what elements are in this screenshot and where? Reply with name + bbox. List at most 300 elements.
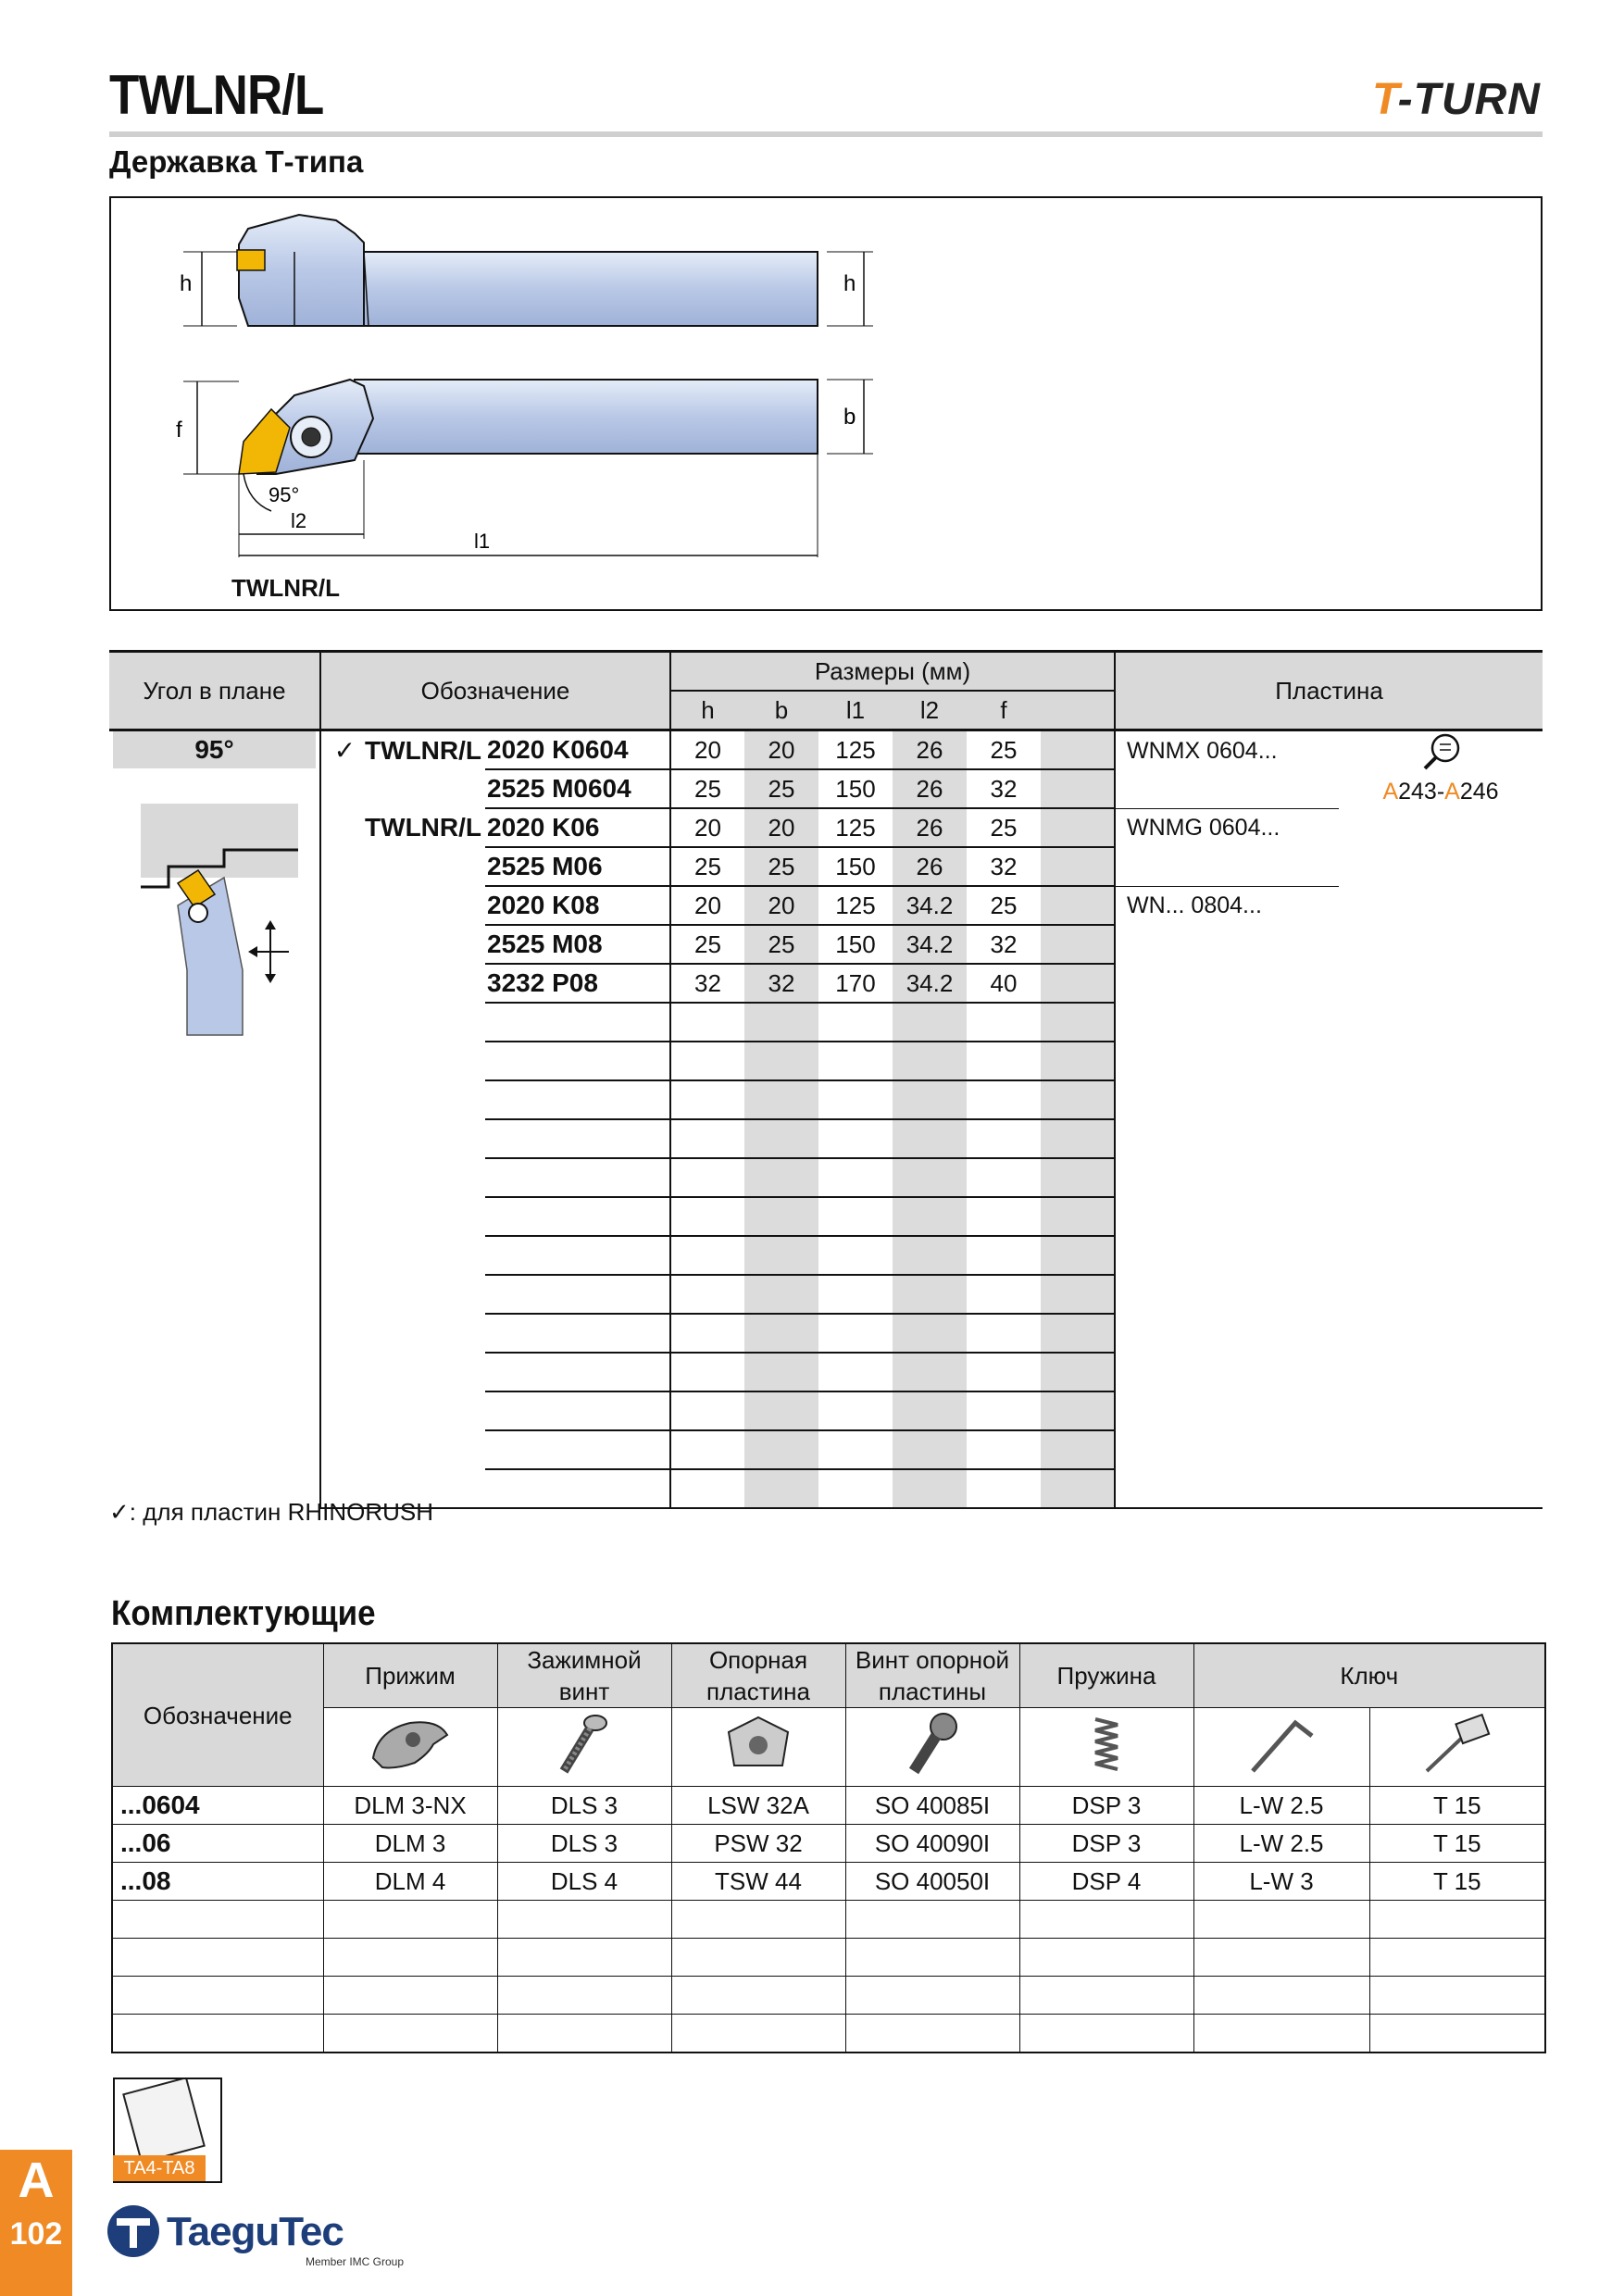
dim-blank <box>1041 1042 1115 1080</box>
acc-header-shim-text: Опорная пластина <box>706 1646 810 1705</box>
angle-value: 95° <box>113 731 316 768</box>
code-cell: 2525 M08 <box>485 925 670 964</box>
dim-l1: 150 <box>818 847 893 886</box>
rhinorush-check-icon: ✓ <box>333 735 356 765</box>
dim-l2 <box>893 1469 967 1508</box>
dim-blank <box>1041 1080 1115 1119</box>
table-row <box>112 1787 1545 1825</box>
insert-cell <box>1115 1119 1339 1158</box>
table-row <box>109 1391 1543 1430</box>
dim-f <box>967 1236 1041 1275</box>
dim-l2 <box>893 1042 967 1080</box>
accessories-table <box>111 1642 1546 2053</box>
code-prefix-text: TWLNR/L <box>365 813 481 842</box>
table-row <box>109 808 1543 847</box>
table-row <box>109 1430 1543 1469</box>
insert-cell <box>1115 1391 1339 1430</box>
insert-ref-cell <box>1339 1275 1543 1314</box>
page-ref-prefix-2: A <box>1444 779 1460 805</box>
acc-header-shim <box>671 1643 845 1708</box>
code-cell <box>485 1042 670 1080</box>
table-row <box>109 1236 1543 1275</box>
insert-ref-cell <box>1339 1080 1543 1119</box>
code-cell: 2020 K06 <box>485 808 670 847</box>
code-prefix <box>320 1158 485 1197</box>
insert-cell: WNMX 0604... <box>1115 730 1339 770</box>
dim-l2 <box>893 1314 967 1353</box>
dim-b: 20 <box>744 730 818 770</box>
acc-clamp <box>323 2015 497 2053</box>
brand-rest: -TURN <box>1397 75 1541 124</box>
dim-b <box>744 1275 818 1314</box>
dim-f <box>967 1353 1041 1391</box>
dim-b: 20 <box>744 808 818 847</box>
table-row <box>109 1197 1543 1236</box>
code-cell <box>485 1197 670 1236</box>
code-prefix <box>320 769 485 808</box>
dim-h: 20 <box>670 886 744 925</box>
code-prefix <box>320 1275 485 1314</box>
table-row <box>109 1042 1543 1080</box>
code-prefix <box>320 1314 485 1353</box>
dim-l2 <box>893 1197 967 1236</box>
dim-l2 <box>893 1236 967 1275</box>
dim-blank <box>1041 1158 1115 1197</box>
acc-key2 <box>1369 1977 1545 2015</box>
section-letter: A <box>18 2152 55 2208</box>
dim-f <box>967 1197 1041 1236</box>
dim-blank <box>1041 1430 1115 1469</box>
header-col-b: b <box>744 691 818 730</box>
spring-icon <box>1019 1708 1193 1787</box>
code-cell: 3232 P08 <box>485 964 670 1003</box>
dim-l1 <box>818 1197 893 1236</box>
holder-drawing <box>109 196 1543 611</box>
label-f: f <box>176 418 182 443</box>
acc-clamp <box>323 1977 497 2015</box>
acc-designation <box>112 1977 323 2015</box>
dim-blank <box>1041 1197 1115 1236</box>
acc-screw: DLS 4 <box>497 1863 671 1901</box>
acc-spring <box>1019 1977 1193 2015</box>
code-prefix <box>320 1391 485 1430</box>
dim-h: 25 <box>670 925 744 964</box>
dim-l2: 34.2 <box>893 886 967 925</box>
page-number: 102 <box>9 2216 63 2252</box>
label-l2: l2 <box>291 509 307 532</box>
header-col-l2: l2 <box>893 691 967 730</box>
dim-l2 <box>893 1003 967 1042</box>
insert-ref-cell <box>1339 1314 1543 1353</box>
acc-header-screw <box>497 1643 671 1708</box>
dim-blank <box>1041 1353 1115 1391</box>
acc-key2: T 15 <box>1369 1787 1545 1825</box>
dim-l2: 26 <box>893 808 967 847</box>
insert-cell <box>1115 1469 1339 1508</box>
footnote: ✓: для пластин RHINORUSH <box>109 1498 434 1526</box>
acc-key2: T 15 <box>1369 1825 1545 1863</box>
dim-blank <box>1041 886 1115 925</box>
acc-key2: T 15 <box>1369 1863 1545 1901</box>
acc-header-clamp: Прижим <box>323 1643 497 1708</box>
code-cell <box>485 1236 670 1275</box>
dim-l1 <box>818 1080 893 1119</box>
code-prefix <box>320 1119 485 1158</box>
label-h-right: h <box>843 271 856 296</box>
code-cell: 2525 M06 <box>485 847 670 886</box>
clamp-icon <box>323 1708 497 1787</box>
acc-clamp: DLM 3-NX <box>323 1787 497 1825</box>
dim-l2 <box>893 1391 967 1430</box>
table-row <box>109 1080 1543 1119</box>
insert-cell <box>1115 1197 1339 1236</box>
insert-ref-cell <box>1339 1353 1543 1391</box>
dim-blank <box>1041 847 1115 886</box>
table-row <box>109 1158 1543 1197</box>
table-row <box>109 1353 1543 1391</box>
code-cell <box>485 1275 670 1314</box>
acc-shim <box>671 1939 845 1977</box>
header-col-f: f <box>967 691 1041 730</box>
insert-ref-cell <box>1339 1158 1543 1197</box>
insert-cell <box>1115 769 1339 808</box>
dim-f: 25 <box>967 808 1041 847</box>
insert-cell: WNMG 0604... <box>1127 815 1280 842</box>
dim-h <box>670 1391 744 1430</box>
insert-cell <box>1115 847 1339 886</box>
label-b: b <box>843 405 856 430</box>
acc-clamp <box>323 1939 497 1977</box>
magnifier-icon[interactable] <box>1418 731 1464 772</box>
dim-f <box>967 1080 1041 1119</box>
dim-f: 25 <box>967 730 1041 770</box>
insert-ref-cell <box>1339 925 1543 964</box>
dim-b <box>744 1158 818 1197</box>
dim-l1 <box>818 1353 893 1391</box>
company-logo-subtext: Member IMC Group <box>306 2255 405 2268</box>
dim-l2 <box>893 1430 967 1469</box>
table-row <box>112 1825 1545 1863</box>
dim-f <box>967 1314 1041 1353</box>
code-prefix <box>320 808 485 847</box>
insert-cell <box>1115 1080 1339 1119</box>
dim-h: 20 <box>670 730 744 770</box>
turning-operation-icon <box>122 804 307 1054</box>
insert-ref-cell <box>1339 847 1543 886</box>
acc-header-spring: Пружина <box>1019 1643 1193 1708</box>
acc-spring <box>1019 2015 1193 2053</box>
acc-spring: DSP 4 <box>1019 1863 1193 1901</box>
acc-key1: L-W 2.5 <box>1193 1787 1369 1825</box>
insert-cell <box>1115 1042 1339 1080</box>
code-prefix <box>320 925 485 964</box>
insert-cell <box>1115 925 1339 964</box>
dim-f <box>967 1430 1041 1469</box>
insert-cell <box>1115 1353 1339 1391</box>
acc-designation <box>112 1939 323 1977</box>
acc-screw <box>497 2015 671 2053</box>
header-col-h: h <box>670 691 744 730</box>
dim-l1 <box>818 1314 893 1353</box>
dim-b <box>744 1042 818 1080</box>
page-subtitle: Державка Т-типа <box>109 144 364 179</box>
insert-cell <box>1115 1003 1339 1042</box>
acc-key2 <box>1369 1901 1545 1939</box>
acc-screw <box>497 1939 671 1977</box>
dim-l2 <box>893 1275 967 1314</box>
acc-key1 <box>1193 1939 1369 1977</box>
dim-h <box>670 1236 744 1275</box>
page-ref-number-2: 246 <box>1459 779 1499 805</box>
acc-clamp: DLM 4 <box>323 1863 497 1901</box>
code-cell <box>485 1158 670 1197</box>
acc-shim-screw <box>845 2015 1019 2053</box>
acc-designation <box>112 1901 323 1939</box>
table-row <box>109 886 1543 925</box>
code-prefix <box>320 730 485 770</box>
acc-designation: ...08 <box>112 1863 323 1901</box>
code-prefix <box>320 1197 485 1236</box>
dim-h <box>670 1469 744 1508</box>
acc-key1 <box>1193 1901 1369 1939</box>
dim-f <box>967 1158 1041 1197</box>
acc-spring: DSP 3 <box>1019 1787 1193 1825</box>
dim-l1: 125 <box>818 886 893 925</box>
dim-f <box>967 1391 1041 1430</box>
dim-l1 <box>818 1391 893 1430</box>
acc-designation: ...06 <box>112 1825 323 1863</box>
table-row <box>112 2015 1545 2053</box>
acc-key1 <box>1193 1977 1369 2015</box>
dim-blank <box>1041 808 1115 847</box>
dim-l1: 170 <box>818 964 893 1003</box>
dim-blank <box>1041 769 1115 808</box>
dim-blank <box>1041 1469 1115 1508</box>
dim-h: 25 <box>670 847 744 886</box>
dim-l2 <box>893 1353 967 1391</box>
acc-shim <box>671 1977 845 2015</box>
acc-shim: PSW 32 <box>671 1825 845 1863</box>
drawing-caption: TWLNR/L <box>231 574 340 602</box>
dim-b <box>744 1353 818 1391</box>
header-designation: Обозначение <box>320 652 670 730</box>
dim-f <box>967 1042 1041 1080</box>
insert-ref-cell <box>1339 1236 1543 1275</box>
taegutec-logo-icon <box>104 2202 163 2261</box>
acc-designation: ...0604 <box>112 1787 323 1825</box>
acc-screw <box>497 1977 671 2015</box>
dim-l1 <box>818 1042 893 1080</box>
dim-h <box>670 1003 744 1042</box>
dim-b <box>744 1003 818 1042</box>
table-row <box>109 1119 1543 1158</box>
dim-l2: 34.2 <box>893 964 967 1003</box>
dim-l1: 125 <box>818 808 893 847</box>
page-reference[interactable] <box>1339 778 1543 805</box>
dim-f: 25 <box>967 886 1041 925</box>
dim-b: 20 <box>744 886 818 925</box>
code-cell <box>485 1314 670 1353</box>
dim-b <box>744 1080 818 1119</box>
dim-h <box>670 1197 744 1236</box>
dim-b <box>744 1314 818 1353</box>
code-prefix <box>320 1042 485 1080</box>
acc-header-designation: Обозначение <box>112 1643 323 1787</box>
acc-key1 <box>1193 2015 1369 2053</box>
acc-shim: LSW 32A <box>671 1787 845 1825</box>
dim-l1 <box>818 1236 893 1275</box>
code-cell <box>485 1430 670 1469</box>
dim-blank <box>1041 925 1115 964</box>
dim-h: 32 <box>670 964 744 1003</box>
dim-h <box>670 1080 744 1119</box>
insert-ref-cell <box>1339 964 1543 1003</box>
angle-cell <box>109 730 320 1509</box>
dim-h <box>670 1314 744 1353</box>
dim-h <box>670 1042 744 1080</box>
dim-b <box>744 1197 818 1236</box>
code-cell <box>485 1003 670 1042</box>
shim-screw-icon <box>845 1708 1019 1787</box>
acc-shim-screw: SO 40085I <box>845 1787 1019 1825</box>
header-col-blank <box>1041 691 1115 730</box>
acc-shim-screw <box>845 1939 1019 1977</box>
dim-l1 <box>818 1430 893 1469</box>
dim-l1 <box>818 1275 893 1314</box>
insert-ref-cell <box>1339 1119 1543 1158</box>
dim-b: 32 <box>744 964 818 1003</box>
acc-shim <box>671 2015 845 2053</box>
dim-b <box>744 1469 818 1508</box>
acc-shim-screw: SO 40090I <box>845 1825 1019 1863</box>
code-prefix <box>320 1430 485 1469</box>
dim-h <box>670 1430 744 1469</box>
dim-b: 25 <box>744 925 818 964</box>
dim-l2 <box>893 1158 967 1197</box>
dim-b <box>744 1430 818 1469</box>
code-prefix <box>320 1003 485 1042</box>
acc-shim-screw: SO 40050I <box>845 1863 1019 1901</box>
header-insert: Пластина <box>1115 652 1543 730</box>
dim-blank <box>1041 1003 1115 1042</box>
dim-b <box>744 1391 818 1430</box>
dim-blank <box>1041 1119 1115 1158</box>
dim-l1 <box>818 1003 893 1042</box>
insert-cell <box>1115 1236 1339 1275</box>
code-cell <box>485 1353 670 1391</box>
dim-h: 25 <box>670 769 744 808</box>
page-ref-number-1: 243- <box>1398 779 1445 805</box>
insert-cell <box>1115 964 1339 1003</box>
table-row <box>109 730 1543 770</box>
dim-l2 <box>893 1119 967 1158</box>
dim-l2: 26 <box>893 847 967 886</box>
insert-cell <box>1115 1430 1339 1469</box>
acc-header-key: Ключ <box>1193 1643 1545 1708</box>
table-row <box>112 1901 1545 1939</box>
code-prefix <box>320 1080 485 1119</box>
dim-l2 <box>893 1080 967 1119</box>
header-dimensions: Размеры (мм) <box>670 652 1115 692</box>
brand-logo <box>1372 74 1541 125</box>
insert-ref-cell <box>1339 886 1543 925</box>
acc-header-screw-text: Зажимной винт <box>527 1646 642 1705</box>
table-row <box>109 769 1543 808</box>
label-h-left: h <box>180 271 193 296</box>
code-prefix <box>320 1353 485 1391</box>
brand-prefix: T <box>1372 75 1398 124</box>
header-divider <box>109 131 1543 137</box>
page-title: TWLNR/L <box>109 64 324 126</box>
dim-h <box>670 1119 744 1158</box>
acc-key2 <box>1369 1939 1545 1977</box>
technical-guide-label[interactable]: TA4-TA8 <box>113 2155 206 2181</box>
label-angle: 95° <box>269 483 300 506</box>
acc-designation <box>112 2015 323 2053</box>
dim-blank <box>1041 1391 1115 1430</box>
label-l1: l1 <box>474 530 491 553</box>
dim-l2: 34.2 <box>893 925 967 964</box>
acc-shim: TSW 44 <box>671 1863 845 1901</box>
dim-f <box>967 1469 1041 1508</box>
table-row <box>109 1314 1543 1353</box>
table-row <box>109 1275 1543 1314</box>
dim-l1 <box>818 1158 893 1197</box>
accessories-title: Комплектующие <box>111 1594 376 1633</box>
acc-screw <box>497 1901 671 1939</box>
acc-spring: DSP 3 <box>1019 1825 1193 1863</box>
dim-b: 25 <box>744 769 818 808</box>
dim-l1 <box>818 1119 893 1158</box>
table-row <box>112 1863 1545 1901</box>
code-prefix <box>320 847 485 886</box>
insert-cell <box>1115 1158 1339 1197</box>
acc-screw: DLS 3 <box>497 1787 671 1825</box>
insert-ref-cell <box>1339 1391 1543 1430</box>
page-ref-prefix-1: A <box>1382 779 1399 805</box>
table-row <box>109 964 1543 1003</box>
code-cell: 2525 M0604 <box>485 769 670 808</box>
dim-l2: 26 <box>893 769 967 808</box>
insert-ref-cell <box>1339 1003 1543 1042</box>
dim-l1: 125 <box>818 730 893 770</box>
screw-icon <box>497 1708 671 1787</box>
insert-cell <box>1115 1275 1339 1314</box>
hex-key-icon <box>1193 1708 1369 1787</box>
dim-b <box>744 1119 818 1158</box>
header-angle: Угол в плане <box>109 652 320 730</box>
acc-shim <box>671 1901 845 1939</box>
dim-l1: 150 <box>818 925 893 964</box>
shim-icon <box>671 1708 845 1787</box>
acc-shim-screw <box>845 1977 1019 2015</box>
side-view <box>183 215 873 326</box>
code-cell: 2020 K08 <box>485 886 670 925</box>
dim-blank <box>1041 964 1115 1003</box>
insert-ref-cell <box>1339 808 1543 847</box>
insert-cell: WN... 0804... <box>1127 892 1262 919</box>
acc-key1: L-W 3 <box>1193 1863 1369 1901</box>
table-row <box>109 925 1543 964</box>
dim-blank <box>1041 1314 1115 1353</box>
code-cell: 2020 K0604 <box>485 730 670 770</box>
dim-f: 32 <box>967 769 1041 808</box>
code-cell <box>485 1080 670 1119</box>
holder-table <box>109 650 1543 1509</box>
insert-ref-cell <box>1339 1197 1543 1236</box>
insert-ref-cell <box>1339 1430 1543 1469</box>
dim-l1: 150 <box>818 769 893 808</box>
